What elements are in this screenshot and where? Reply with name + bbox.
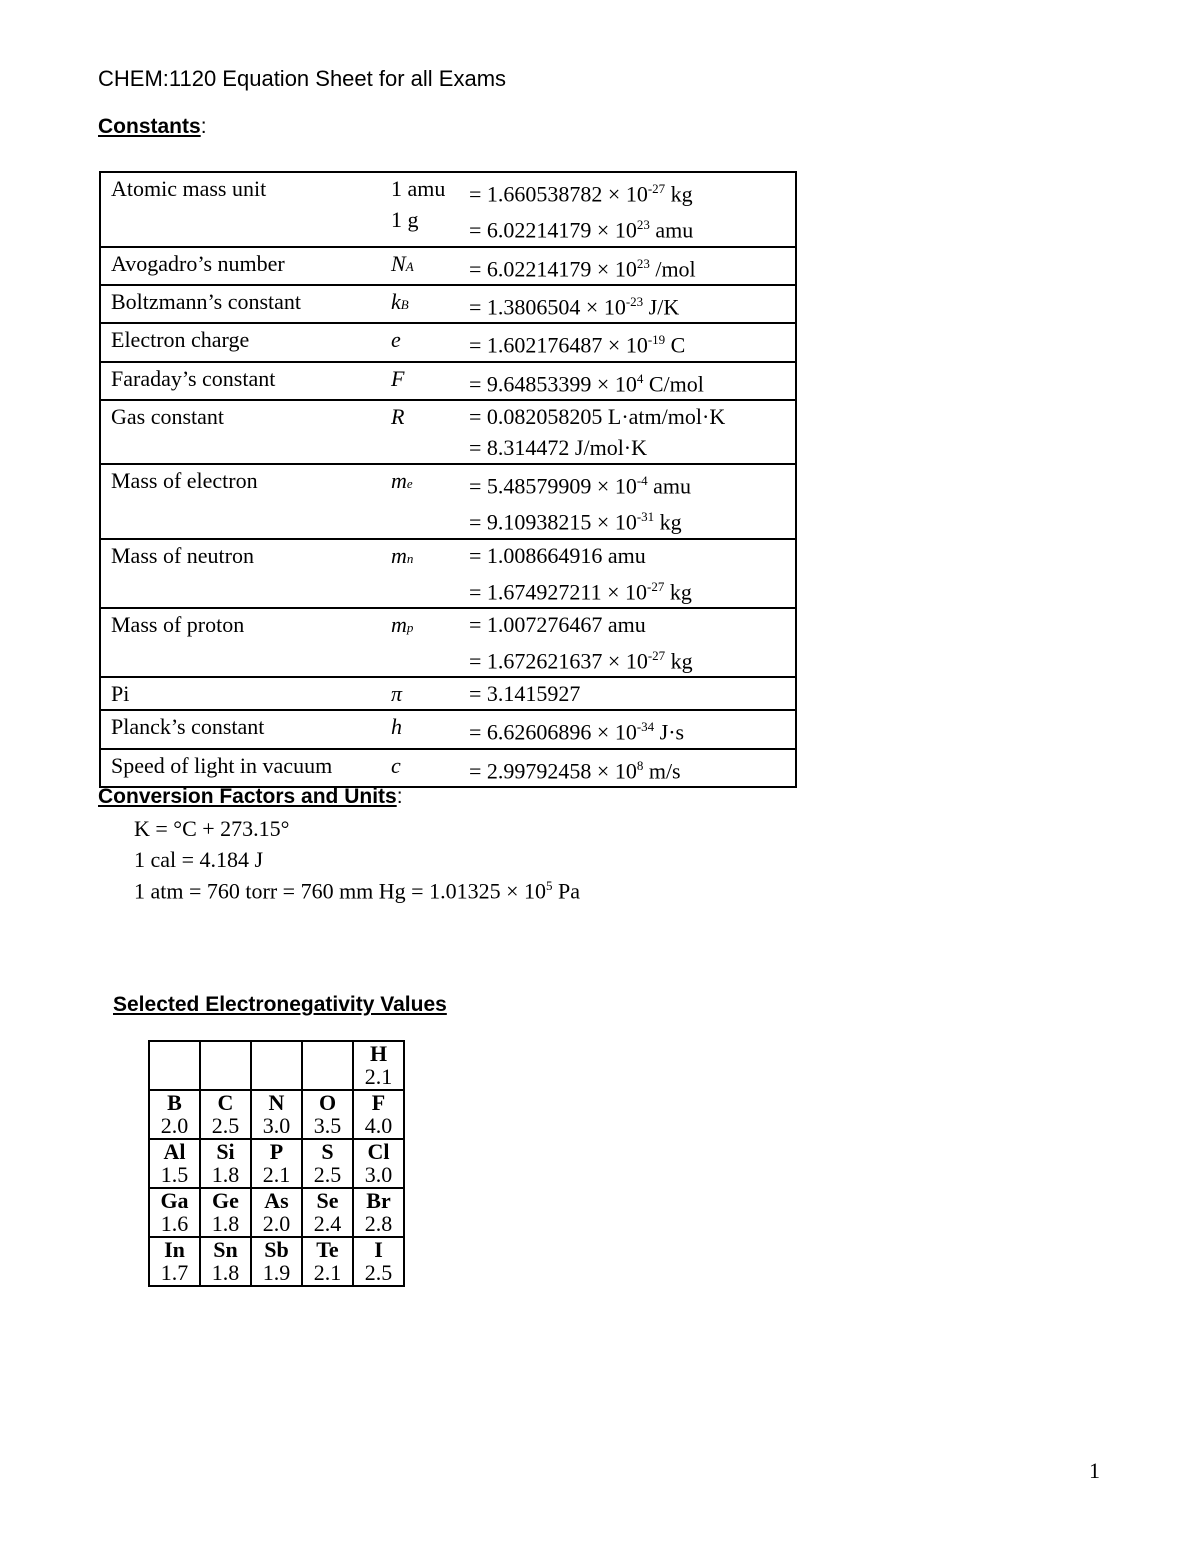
element-symbol: S <box>321 1139 334 1164</box>
constant-value-line <box>469 286 795 322</box>
electronegativity-value: 2.0 <box>160 1113 189 1138</box>
constant-row <box>100 172 796 247</box>
electronegativity-value: 1.5 <box>160 1162 189 1187</box>
constant-symbol-subscript: A <box>405 258 414 274</box>
page-title: CHEM:1120 Equation Sheet for all Exams <box>98 66 507 91</box>
conversion-heading-text: Conversion Factors and Units <box>98 785 397 808</box>
constant-name: Avogadro’s number <box>100 247 391 285</box>
constant-value <box>469 710 796 748</box>
constant-value-exponent: -34 <box>636 719 655 735</box>
element-symbol: Te <box>316 1237 339 1262</box>
constant-value-line <box>469 571 795 607</box>
element-cell <box>149 1090 200 1139</box>
element-cell <box>149 1139 200 1188</box>
constant-symbol <box>391 677 469 710</box>
element-symbol: Cl <box>367 1139 390 1164</box>
constant-row <box>100 247 796 285</box>
constant-symbol-main: k <box>391 288 401 314</box>
element-cell <box>251 1041 302 1090</box>
conversion-heading <box>98 785 403 809</box>
element-cell <box>353 1041 404 1090</box>
constant-value <box>469 677 796 710</box>
constant-value-exponent: 8 <box>636 757 644 773</box>
constants-table-body <box>100 172 796 787</box>
constant-symbol-main: π <box>391 681 403 707</box>
element-symbol: Sn <box>213 1237 238 1262</box>
element-cell <box>149 1041 200 1090</box>
constant-value-unit: C/mol <box>643 370 704 396</box>
constant-value-line <box>469 750 795 786</box>
constant-row <box>100 400 796 464</box>
constants-table <box>99 171 797 788</box>
electronegativity-value: 2.8 <box>364 1211 393 1236</box>
electronegativity-value: 1.8 <box>211 1162 240 1187</box>
constant-value-mantissa: = 1.672621637 × 10 <box>469 648 648 674</box>
constant-value-line <box>469 324 795 360</box>
electronegativity-value: 2.1 <box>364 1064 393 1089</box>
constant-symbol-main: N <box>391 250 406 276</box>
constant-name: Speed of light in vacuum <box>100 749 391 787</box>
constant-row <box>100 749 796 787</box>
constant-value <box>469 323 796 361</box>
element-symbol: C <box>217 1090 234 1115</box>
constant-value-exponent: -4 <box>636 472 648 488</box>
constant-symbol-main: m <box>391 467 407 493</box>
constant-value-line <box>469 678 795 709</box>
constant-symbol <box>391 464 469 539</box>
electronegativity-value: 2.5 <box>313 1162 342 1187</box>
constant-value-mantissa: = 2.99792458 × 10 <box>469 757 637 783</box>
electronegativity-value: 3.0 <box>364 1162 393 1187</box>
constant-value-line <box>469 432 795 463</box>
constant-symbol <box>391 362 469 400</box>
electronegativity-value: 3.0 <box>262 1113 291 1138</box>
constant-value-mantissa: = 1.674927211 × 10 <box>469 578 647 604</box>
element-cell <box>200 1237 251 1286</box>
constant-symbol-main: e <box>391 327 401 353</box>
constant-symbol-main: m <box>391 611 407 637</box>
constant-symbol <box>391 749 469 787</box>
constants-heading-text: Constants <box>98 115 201 138</box>
constant-value <box>469 608 796 677</box>
constant-value-line <box>469 501 795 537</box>
constant-value <box>469 285 796 323</box>
conversion-atm-main: 1 atm = 760 torr = 760 mm Hg = 1.01325 × 10 <box>134 878 546 904</box>
electronegativity-table <box>148 1040 405 1287</box>
constant-value-line <box>469 401 795 432</box>
constant-value <box>469 247 796 285</box>
element-symbol: B <box>167 1090 182 1115</box>
constant-value <box>469 539 796 608</box>
constant-symbol <box>391 285 469 323</box>
constant-name: Mass of neutron <box>100 539 391 608</box>
element-cell <box>302 1237 353 1286</box>
constant-value-mantissa: = 6.02214179 × 10 <box>469 255 637 281</box>
constant-value-mantissa: = 0.082058205 L·atm/mol·K <box>469 403 726 429</box>
constant-symbol-subscript: B <box>400 296 409 312</box>
element-cell <box>251 1188 302 1237</box>
constant-symbol-main: h <box>391 714 402 740</box>
electronegativity-value: 2.5 <box>211 1113 240 1138</box>
page-number: 1 <box>1089 1458 1100 1483</box>
constant-name: Boltzmann’s constant <box>100 285 391 323</box>
constant-value-mantissa: = 6.62606896 × 10 <box>469 719 637 745</box>
constant-value-unit: amu <box>649 217 694 243</box>
conversion-kelvin: K = °C + 273.15° <box>134 816 290 841</box>
constant-name: Pi <box>100 677 391 710</box>
constant-value-unit: C <box>665 332 686 358</box>
electronegativity-value: 1.8 <box>211 1211 240 1236</box>
constant-symbol <box>391 608 469 677</box>
element-symbol: Ga <box>160 1188 189 1213</box>
constant-value-unit: J/K <box>643 294 680 320</box>
electronegativity-row <box>149 1090 404 1139</box>
element-cell <box>353 1237 404 1286</box>
element-symbol: In <box>164 1237 185 1262</box>
constant-name: Faraday’s constant <box>100 362 391 400</box>
element-symbol: N <box>268 1090 285 1115</box>
constant-value <box>469 464 796 539</box>
constant-value-unit: J·s <box>654 719 685 745</box>
electronegativity-table-body <box>149 1041 404 1286</box>
constant-value-line <box>469 363 795 399</box>
element-cell <box>200 1041 251 1090</box>
conversion-atm-exponent: 5 <box>546 878 553 893</box>
electronegativity-heading-text: Selected Electronegativity Values <box>113 993 447 1016</box>
constant-row <box>100 464 796 539</box>
constant-value-mantissa: = 1.008664916 amu <box>469 542 646 568</box>
constant-row <box>100 608 796 677</box>
constant-symbol-secondary: 1 g <box>391 207 419 232</box>
electronegativity-value: 3.5 <box>313 1113 342 1138</box>
constant-value <box>469 362 796 400</box>
constant-value-mantissa: = 8.314472 J/mol·K <box>469 434 648 460</box>
constant-value-mantissa: = 9.64853399 × 10 <box>469 370 637 396</box>
element-cell <box>200 1090 251 1139</box>
conversion-calorie: 1 cal = 4.184 J <box>134 847 264 872</box>
constant-value-line <box>469 540 795 571</box>
constant-symbol-subscript: p <box>406 619 414 635</box>
conversion-atm-unit: Pa <box>552 878 580 904</box>
constant-value-line <box>469 173 795 209</box>
element-symbol: As <box>264 1188 289 1213</box>
constant-symbol-subscript: n <box>406 550 414 566</box>
electronegativity-row <box>149 1041 404 1090</box>
element-cell <box>353 1188 404 1237</box>
electronegativity-heading <box>113 993 447 1017</box>
conversion-heading-colon: : <box>396 785 403 808</box>
constant-symbol-main: F <box>391 365 405 391</box>
element-symbol: Se <box>316 1188 339 1213</box>
constant-row <box>100 362 796 400</box>
constant-value <box>469 400 796 464</box>
constant-value-exponent: -27 <box>647 181 666 196</box>
constant-value-mantissa: = 1.007276467 amu <box>469 611 646 637</box>
constant-value-exponent: -27 <box>647 647 666 663</box>
constant-name: Gas constant <box>100 400 391 464</box>
element-cell <box>353 1139 404 1188</box>
constant-value-line <box>469 248 795 284</box>
constant-value-unit: kg <box>665 181 693 207</box>
constant-symbol-main: 1 amu <box>391 176 446 201</box>
constant-name: Atomic mass unit <box>100 172 391 247</box>
electronegativity-value: 2.5 <box>364 1260 393 1285</box>
constant-value-unit: amu <box>647 473 692 499</box>
element-cell <box>302 1139 353 1188</box>
constant-symbol-main: c <box>391 752 401 778</box>
constant-symbol <box>391 400 469 464</box>
element-symbol: Al <box>163 1139 186 1164</box>
constant-value-exponent: 23 <box>636 255 650 271</box>
electronegativity-value: 1.7 <box>160 1260 189 1285</box>
constant-value-line <box>469 465 795 501</box>
constant-symbol-subscript: e <box>406 475 413 491</box>
constant-row <box>100 285 796 323</box>
electronegativity-value: 1.9 <box>262 1260 291 1285</box>
element-symbol: Ge <box>212 1188 239 1213</box>
electronegativity-row <box>149 1237 404 1286</box>
element-cell <box>302 1041 353 1090</box>
element-cell <box>251 1090 302 1139</box>
constant-value-mantissa: = 1.602176487 × 10 <box>469 332 648 358</box>
constant-value-line <box>469 609 795 640</box>
element-symbol: P <box>269 1139 284 1164</box>
element-cell <box>149 1188 200 1237</box>
constant-symbol <box>391 172 469 247</box>
constant-value-unit: kg <box>654 509 682 535</box>
element-cell <box>353 1090 404 1139</box>
constant-value-exponent: -27 <box>647 578 665 594</box>
constant-name: Mass of proton <box>100 608 391 677</box>
electronegativity-row <box>149 1139 404 1188</box>
constant-value-unit: kg <box>665 648 693 674</box>
element-cell <box>302 1090 353 1139</box>
constant-value-line <box>469 711 795 747</box>
constant-value <box>469 172 796 247</box>
constant-value-mantissa: = 1.3806504 × 10 <box>469 294 626 320</box>
constant-value-mantissa: = 5.48579909 × 10 <box>469 473 637 499</box>
element-symbol: F <box>371 1090 386 1115</box>
element-cell <box>200 1188 251 1237</box>
constant-value-exponent: 23 <box>636 217 650 233</box>
constant-value <box>469 749 796 787</box>
constant-value-unit: m/s <box>643 757 681 783</box>
constant-value-mantissa: = 3.1415927 <box>469 681 581 707</box>
electronegativity-value: 1.6 <box>160 1211 189 1236</box>
constant-value-exponent: 4 <box>636 370 644 386</box>
constant-row <box>100 539 796 608</box>
constants-heading <box>98 115 207 139</box>
electronegativity-value: 4.0 <box>364 1113 393 1138</box>
element-cell <box>302 1188 353 1237</box>
constant-value-line <box>469 640 795 676</box>
electronegativity-value: 2.0 <box>262 1211 291 1236</box>
constant-row <box>100 677 796 710</box>
constants-heading-colon: : <box>200 115 207 138</box>
element-cell <box>200 1139 251 1188</box>
element-symbol: Br <box>366 1188 391 1213</box>
element-symbol: Sb <box>264 1237 289 1262</box>
element-cell <box>251 1237 302 1286</box>
electronegativity-row <box>149 1188 404 1237</box>
element-symbol: O <box>318 1090 337 1115</box>
element-symbol: Si <box>216 1139 235 1164</box>
electronegativity-value: 2.1 <box>262 1162 291 1187</box>
constant-value-exponent: -19 <box>647 332 666 348</box>
electronegativity-value: 1.8 <box>211 1260 240 1285</box>
constant-value-mantissa: = 6.02214179 × 10 <box>469 217 637 243</box>
constant-value-mantissa: = 9.10938215 × 10 <box>469 509 637 535</box>
element-cell <box>149 1237 200 1286</box>
constant-name: Planck’s constant <box>100 710 391 748</box>
constant-value-exponent: -31 <box>636 509 655 525</box>
constant-value-unit: kg <box>664 578 692 604</box>
element-cell <box>251 1139 302 1188</box>
constant-symbol-main: m <box>391 542 407 568</box>
electronegativity-value: 2.1 <box>313 1260 342 1285</box>
constant-name: Electron charge <box>100 323 391 361</box>
constant-name: Mass of electron <box>100 464 391 539</box>
constant-symbol <box>391 710 469 748</box>
element-symbol: I <box>374 1237 383 1262</box>
constant-symbol-main: R <box>391 403 405 429</box>
constant-value-line <box>469 209 795 245</box>
conversion-atm <box>134 878 580 904</box>
constant-symbol <box>391 539 469 608</box>
constant-row <box>100 710 796 748</box>
constant-symbol <box>391 247 469 285</box>
constant-value-mantissa: = 1.660538782 × 10 <box>469 181 648 207</box>
constant-value-unit: /mol <box>649 255 696 281</box>
constant-value-exponent: -23 <box>625 293 644 309</box>
element-symbol: H <box>369 1041 388 1066</box>
constant-symbol <box>391 323 469 361</box>
constant-row <box>100 323 796 361</box>
electronegativity-value: 2.4 <box>313 1211 342 1236</box>
